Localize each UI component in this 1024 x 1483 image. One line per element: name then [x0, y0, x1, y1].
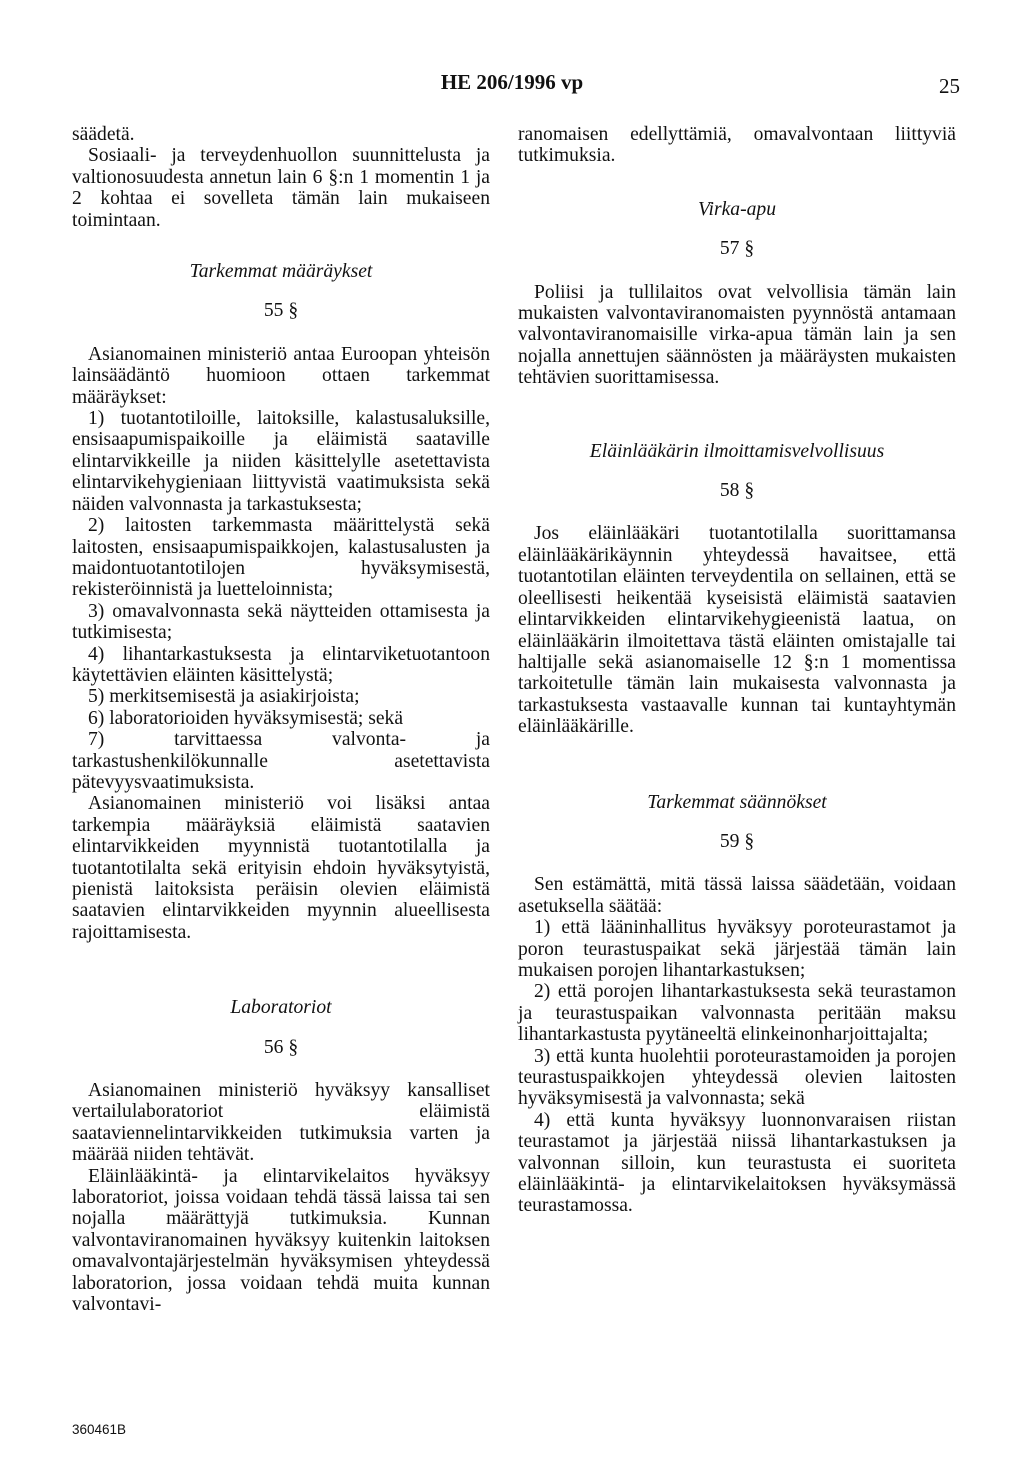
section-heading-56: Laboratoriot: [230, 997, 332, 1019]
paragraph: Sen estämättä, mitä tässä laissa säädetään, voidaan asetuksella säätää:: [518, 874, 956, 917]
section-number-59: 59 §: [719, 830, 755, 852]
paragraph: Sosiaali- ja terveydenhuollon suunnittelusta ja valtionosuudesta annetun lain 6 §:n 1 momentin 1 ja 2 kohtaa ei sovelleta tämän lain mukaiseen toimintaan.: [72, 145, 490, 231]
section-number-58: 58 §: [719, 480, 755, 502]
section-heading-57: Virka-apu: [698, 198, 776, 220]
paragraph: 2) laitosten tarkemmasta määrittelystä sekä laitosten, ensisaapumispaikkojen, kalastusalusten ja maidontuotantotilojen hyväksymisestä, rekisteröinnistä ja luetteloinnista;: [72, 515, 490, 601]
paragraph: 3) omavalvonnasta sekä näytteiden ottamisesta ja tutkimisesta;: [72, 600, 490, 644]
paragraph: 4) lihantarkastuksesta ja elintarviketuotantoon käytettävien eläinten käsittelystä;: [72, 643, 490, 686]
paragraph: Asianomainen ministeriö antaa Euroopan yhteisön lainsäädäntö huomioon ottaen tarkemmat määräykset:: [72, 343, 490, 408]
section-number-57: 57 §: [719, 238, 755, 260]
section-number-56: 56 §: [263, 1036, 299, 1058]
paragraph: 6) laboratorioiden hyväksymisestä; sekä: [88, 707, 404, 729]
paragraph: 1) tuotantotiloille, laitoksille, kalastusaluksille, ensisaapumispaikoille ja eläimistä saataville elintarvikkeille ja niiden käsittelylle asetettavista elintarvikehygieniaan liittyvistä vaatimuksista sekä näiden valvonnasta ja tarkastuksesta;: [72, 408, 490, 515]
section-heading-58: Eläinlääkärin ilmoittamisvelvollisuus: [589, 440, 885, 462]
page-header-title: HE 206/1996 vp: [440, 70, 584, 94]
paragraph: säädetä.: [72, 124, 135, 145]
paragraph: 4) että kunta hyväksyy luonnonvaraisen riistan teurastamot ja järjestää niissä lihantarkastuksen ja valvonnan silloin, kun teurastusta ei suoriteta eläinlääkintä- ja elintarvikelaitoksen hyväksymässä teurastamossa.: [518, 1109, 956, 1217]
page-number: 25: [939, 74, 960, 98]
paragraph: 7) tarvittaessa valvonta- ja tarkastushenkilökunnalle asetettavista pätevyysvaatimuksista.: [72, 729, 490, 793]
paragraph: Asianomainen ministeriö hyväksyy kansalliset vertailulaboratoriot eläimistä saataviennelintarvikkeiden tutkimuksia varten ja määrää niiden tehtävät.: [72, 1080, 490, 1166]
paragraph: 3) että kunta huolehtii poroteurastamoiden ja porojen teurastuspaikkojen yhteydessä olevien laitosten hyväksymisestä ja valvonnasta; sekä: [518, 1045, 956, 1110]
footer-print-code: 360461B: [72, 1422, 127, 1437]
section-number-55: 55 §: [263, 300, 299, 322]
paragraph: Eläinlääkintä- ja elintarvikelaitos hyväksyy laboratoriot, joissa voidaan tehdä tässä laissa tai sen nojalla määrättyjä tutkimuksia. Kunnan valvontaviranomainen hyväksyy kuitenkin laitoksen omavalvontajärjestelmän hyväksymisen yhteydessä laboratorion, jossa voidaan tehdä muita kunnan valvontavi-: [72, 1165, 490, 1316]
paragraph: 5) merkitsemisestä ja asiakirjoista;: [88, 686, 360, 708]
left-column: [72, 124, 490, 1316]
paragraph: 1) että lääninhallitus hyväksyy poroteurastamot ja poron teurastuspaikat sekä järjestää tämän lain mukaisen porojen lihantarkastuksen;: [518, 917, 956, 981]
paragraph: Poliisi ja tullilaitos ovat velvollisia tämän lain mukaisten valvontaviranomaisten pyynnöstä antamaan valvontaviranomaisille virka-apua tämän lain ja sen nojalla annettujen säännösten ja määräysten mukaisten tehtävien suorittamisessa.: [518, 281, 956, 389]
section-heading-55: Tarkemmat määräykset: [189, 261, 373, 283]
section-heading-59: Tarkemmat säännökset: [647, 791, 827, 813]
paragraph: Jos eläinlääkäri tuotantotilalla suorittamansa eläinlääkärikäynnin yhteydessä havaitsee, että tuotantotilan eläinten terveydentila on sellainen, että se oleellisesti heikentää kyseisistä eläimistä saatavien elintarvikkeiden elintarvikehygieenistä laatua, on eläinlääkärin ilmoitettava tästä eläinten omistajalle tai haltijalle sekä asianomaiselle 12 §:n 1 momentissa tarkoitetulle tämän lain mukaisesta valvonnasta ja tarkastuksesta vastaavalle kunnan tai kuntayhtymän eläinlääkärille.: [518, 523, 956, 738]
paragraph: Asianomainen ministeriö voi lisäksi antaa tarkempia määräyksiä eläimistä saatavien elintarvikkeiden myynnistä tuotantotilalla ja tuotantotilalta sekä erityisin ehdoin hyväksytyistä, pienistä laitoksista peräisin olevien eläimistä saatavien elintarvikkeiden myynnin alueellisesta rajoittamisesta.: [72, 793, 490, 943]
right-column: [518, 124, 956, 1217]
paragraph: 2) että porojen lihantarkastuksesta sekä teurastamon ja teurastuspaikan valvonnasta peritään maksu lihantarkastusta pyytäneeltä elinkeinonharjoittajalta;: [518, 981, 956, 1046]
paragraph: ranomaisen edellyttämiä, omavalvontaan liittyviä tutkimuksia.: [518, 124, 956, 167]
